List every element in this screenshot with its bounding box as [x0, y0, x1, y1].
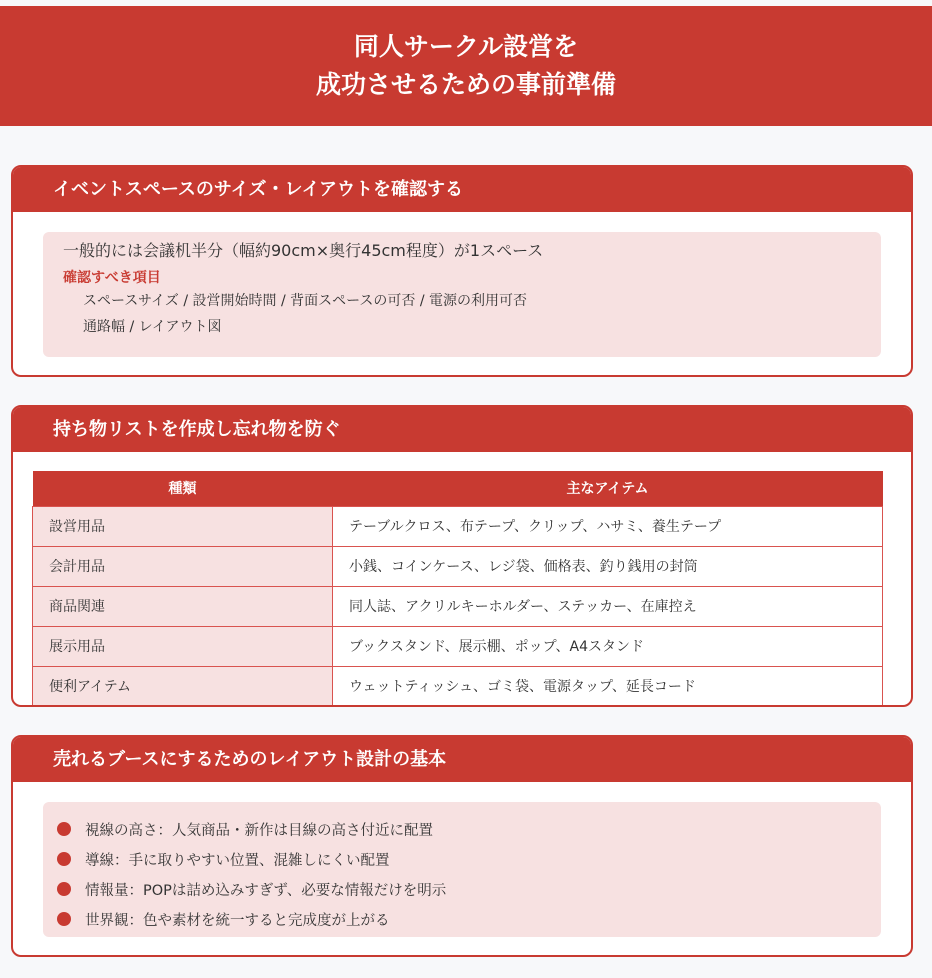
column-header: 種類 [33, 471, 333, 506]
category-cell: 設営用品 [33, 506, 333, 546]
items-cell: ウェットティッシュ、ゴミ袋、電源タップ、延長コード [333, 666, 883, 706]
list-item-text: 導線：手に取りやすい位置、混雑しにくい配置 [85, 852, 390, 869]
info-main: 一般的には会議机半分（幅約90cm×奥行45cm程度）が1スペース [63, 241, 544, 260]
list-item [57, 814, 867, 844]
category-cell: 会計用品 [33, 546, 333, 586]
category-cell: 便利アイテム [33, 666, 333, 706]
list-item [57, 844, 867, 874]
bullet-icon [57, 822, 71, 836]
bullet-icon [57, 852, 71, 866]
category-cell: 展示用品 [33, 626, 333, 666]
tips-list [43, 802, 881, 937]
section-packing-list [11, 405, 913, 707]
page-title [0, 6, 932, 126]
check-label: 確認すべき項目 [63, 270, 161, 286]
items-cell: 同人誌、アクリルキーホルダー、ステッカー、在庫控え [333, 586, 883, 626]
table-row [33, 546, 883, 586]
table-row [33, 506, 883, 546]
table-row [33, 586, 883, 626]
list-item [57, 904, 867, 934]
items-cell: テーブルクロス、布テープ、クリップ、ハサミ、養生テープ [333, 506, 883, 546]
items-cell: 小銭、コインケース、レジ袋、価格表、釣り銭用の封筒 [333, 546, 883, 586]
check-item: 通路幅 / レイアウト図 [83, 319, 222, 335]
items-table [32, 471, 883, 707]
list-item [57, 874, 867, 904]
list-item-text: 視線の高さ：人気商品・新作は目線の高さ付近に配置 [85, 822, 433, 839]
items-cell: ブックスタンド、展示棚、ポップ、A4スタンド [333, 626, 883, 666]
title-line-1: 同人サークル設営を [353, 32, 579, 61]
section-booth-layout [11, 735, 913, 957]
list-item-text: 情報量：POPは詰め込みすぎず、必要な情報だけを明示 [85, 882, 447, 899]
check-item: スペースサイズ / 設営開始時間 / 背面スペースの可否 / 電源の利用可否 [83, 293, 528, 309]
section-heading: 売れるブースにするためのレイアウト設計の基本 [13, 737, 911, 782]
column-header: 主なアイテム [333, 471, 883, 506]
info-box [43, 232, 881, 357]
section-space-size [11, 165, 913, 377]
bullet-icon [57, 882, 71, 896]
section-heading: 持ち物リストを作成し忘れ物を防ぐ [13, 407, 911, 452]
section-heading: イベントスペースのサイズ・レイアウトを確認する [13, 167, 911, 212]
table-row [33, 666, 883, 706]
category-cell: 商品関連 [33, 586, 333, 626]
title-line-2: 成功させるための事前準備 [315, 70, 616, 99]
bullet-icon [57, 912, 71, 926]
table-row [33, 626, 883, 666]
list-item-text: 世界観：色や素材を統一すると完成度が上がる [85, 912, 390, 929]
